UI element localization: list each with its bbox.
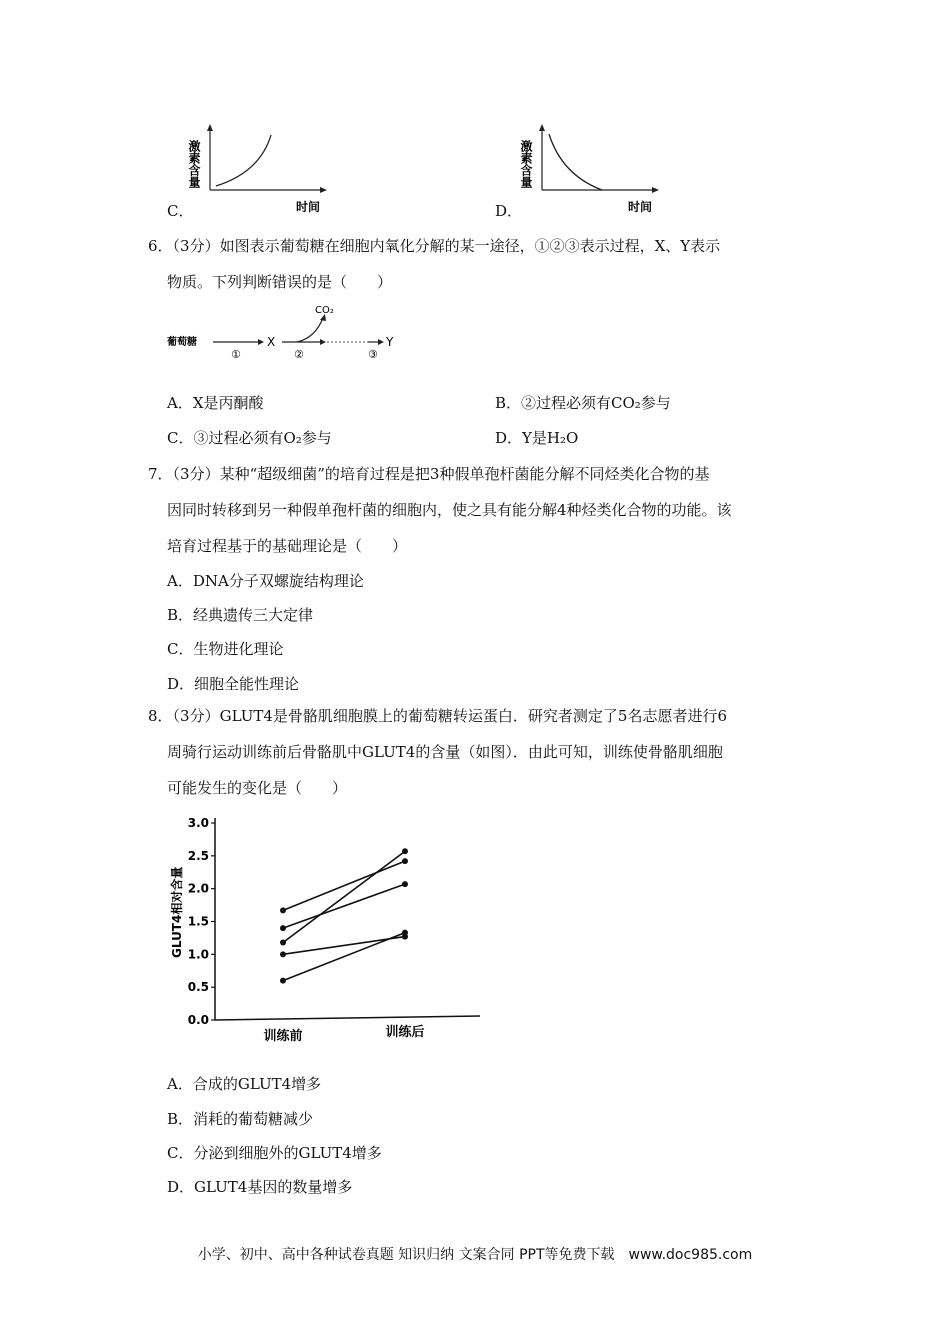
q6-option-a[interactable]: A．X是丙酮酸 (167, 394, 264, 412)
y-tick-label: 1.0 (187, 947, 209, 962)
question-6-stem: 6．（3分）如图表示葡萄糖在细胞内氧化分解的某一途径，①②③表示过程，X、Y表示 物质。下列判断错误的是（ ） (148, 237, 721, 291)
data-point (402, 858, 408, 864)
svg-text:②: ② (294, 348, 304, 361)
q8-option-a[interactable]: A．合成的GLUT4增多 (167, 1075, 322, 1093)
series-line (283, 851, 405, 942)
data-point (402, 881, 408, 887)
svg-text:③: ③ (368, 348, 378, 361)
y-tick-label: 2.5 (187, 848, 209, 863)
data-point (402, 848, 408, 854)
x-axis-label: 时间 (628, 200, 653, 214)
svg-text:Y: Y (386, 335, 394, 349)
y-tick-label: 2.0 (187, 881, 209, 896)
y-tick-label: 0.5 (187, 980, 209, 995)
q7-option-c[interactable]: C．生物进化理论 (167, 640, 284, 658)
series-line (283, 861, 405, 910)
question-number: 6． (148, 237, 173, 255)
option-c-label: C． (167, 202, 194, 220)
graph-option-d (519, 120, 672, 220)
x-axis-label: 时间 (296, 200, 321, 214)
y-axis-label: 激素含量 (187, 140, 201, 188)
y-axis-label: 激素含量 (519, 140, 533, 188)
data-point (402, 930, 408, 936)
glut4-chart (165, 808, 495, 1053)
x-category-label: 训练后 (385, 1025, 425, 1040)
series-line (283, 933, 405, 981)
svg-text:CO₂: CO₂ (315, 305, 334, 316)
data-point (280, 978, 286, 984)
graph-option-c (187, 120, 340, 220)
y-axis-label: GLUT4相对含量 (170, 866, 184, 958)
data-point (280, 907, 286, 913)
option-d-label: D． (495, 202, 523, 220)
svg-text:①: ① (231, 348, 241, 361)
y-tick-label: 3.0 (187, 816, 209, 830)
data-point (280, 951, 286, 957)
q7-option-a[interactable]: A．DNA分子双螺旋结构理论 (167, 572, 364, 590)
svg-text:X: X (267, 335, 276, 349)
q6-option-b[interactable]: B．②过程必须有CO₂参与 (495, 394, 671, 412)
svg-text:葡萄糖: 葡萄糖 (167, 337, 197, 348)
page-footer: 小学、初中、高中各种试卷真题 知识归纳 文案合同 PPT等免费下载 www.doc985.com (197, 1247, 753, 1263)
data-point (280, 940, 286, 946)
y-tick-label: 1.5 (187, 914, 209, 929)
q7-option-d[interactable]: D．细胞全能性理论 (167, 675, 300, 693)
q8-option-d[interactable]: D．GLUT4基因的数量增多 (167, 1178, 353, 1196)
q6-option-c[interactable]: C．③过程必须有O₂参与 (167, 429, 332, 447)
data-point (280, 925, 286, 931)
x-category-label: 训练前 (263, 1029, 303, 1044)
q8-option-c[interactable]: C．分泌到细胞外的GLUT4增多 (167, 1144, 382, 1162)
y-tick-label: 0.0 (187, 1013, 209, 1027)
q8-option-b[interactable]: B．消耗的葡萄糖减少 (167, 1110, 314, 1128)
series-line (283, 884, 405, 928)
question-number: 8． (148, 707, 173, 725)
glucose-pathway-diagram (165, 300, 405, 365)
curve-decreasing (549, 134, 602, 190)
question-8-stem: 8．（3分）GLUT4是骨骼肌细胞膜上的葡萄糖转运蛋白．研究者测定了5名志愿者进行6 周骑行运动训练前后骨骼肌中GLUT4的含量（如图）．由此可知，训练使骨骼肌细胞 可能发生的变化是（ ） (148, 707, 727, 797)
question-number: 7． (148, 465, 173, 483)
x-axis (215, 1016, 480, 1020)
q7-option-b[interactable]: B．经典遗传三大定律 (167, 606, 314, 624)
question-7-stem: 7．（3分）某种“超级细菌”的培育过程是把3种假单孢杆菌能分解不同烃类化合物的基 因同时转移到另一种假单孢杆菌的细胞内，使之具有能分解4种烃类化合物的功能。该 培育过程基于的基础理论是（ ） (148, 465, 732, 555)
q6-option-d[interactable]: D．Y是H₂O (495, 429, 579, 447)
curve-increasing (216, 135, 271, 186)
